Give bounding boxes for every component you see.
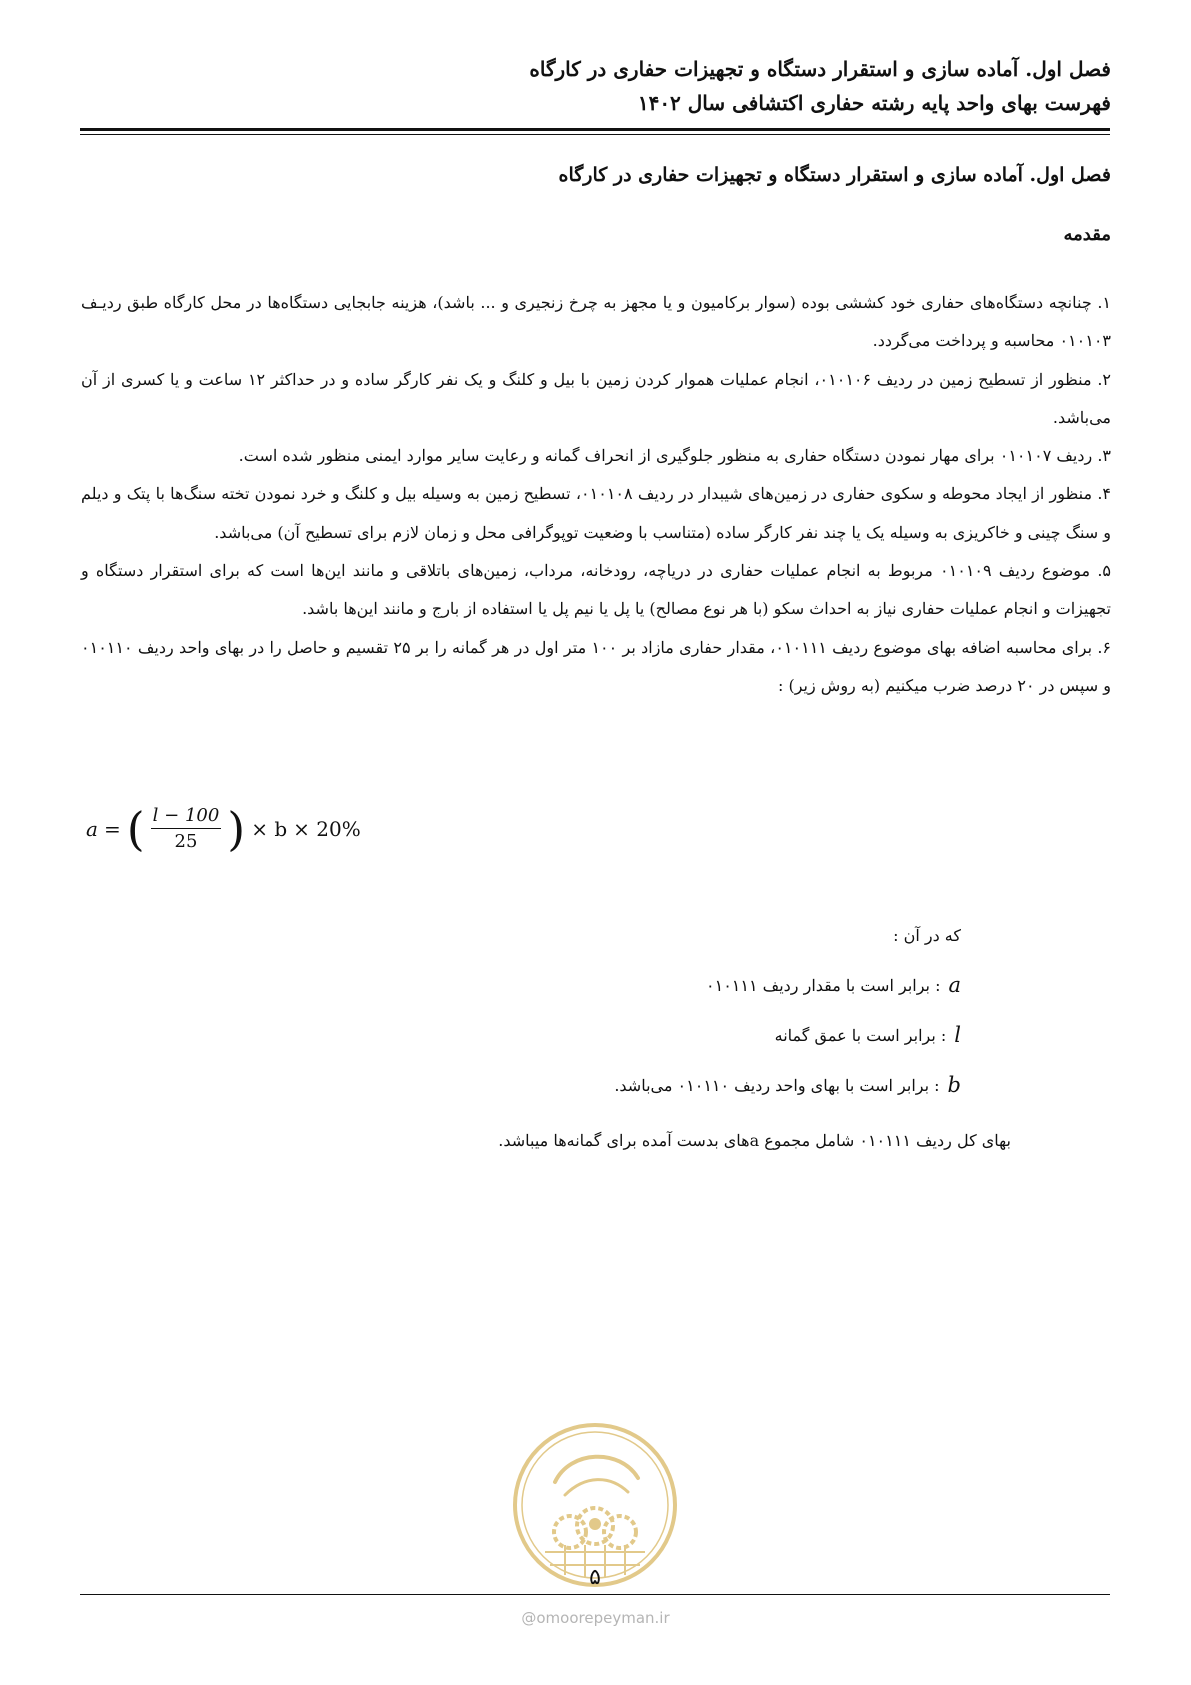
- formula: [86, 801, 361, 856]
- definition-symbol: l: [954, 1023, 961, 1047]
- definition-symbol: a: [948, 973, 961, 997]
- formula-fraction: [151, 805, 222, 852]
- introduction-heading: مقدمه: [1063, 224, 1111, 245]
- formula-definitions: [261, 910, 961, 1110]
- definition-l: [261, 1010, 961, 1060]
- formula-times-b: × b: [251, 816, 288, 841]
- paragraph-5: ۵. موضوع ردیف ۰۱۰۱۰۹ مربوط به انجام عملیات حفاری در دریاچه، رودخانه، مرداب، زمین‌های باتلاقی و مانند این‌ها است که برای استقرار دستگاه و تجهیزات و انجام عملیات حفاری نیاز به احداث سکو (با هر نوع مصالح) یا پل یا نیم پل یا استفاده از بارج و مانند این‌ها باشد.: [81, 561, 1111, 619]
- paragraph-2: ۲. منظور از تسطیح زمین در ردیف ۰۱۰۱۰۶، انجام عملیات هموار کردن زمین با بیل و کلنگ و یک نفر کارگر ساده و در حداکثر ۱۲ ساعت و یا کسری از آن می‌باشد.: [81, 369, 1112, 427]
- paragraph-3: ۳. ردیف ۰۱۰۱۰۷ برای مهار نمودن دستگاه حفاری به منظور جلوگیری از انحراف گمانه و رعایت سایر موارد ایمنی منظور شده است.: [238, 446, 1111, 466]
- header-divider-thin: [80, 134, 1110, 135]
- definition-a: [261, 960, 961, 1010]
- formula-times-percent: × 20%: [293, 816, 361, 841]
- page-number: ۵: [589, 1565, 601, 1590]
- watermark-text: @omoorepeyman.ir: [521, 1609, 670, 1627]
- formula-denominator: 25: [174, 831, 198, 852]
- section-title: فصل اول. آماده سازی و استقرار دستگاه و تجهیزات حفاری در کارگاه: [558, 164, 1111, 186]
- definition-b: [261, 1060, 961, 1110]
- header-document-title: فهرست بهای واحد پایه رشته حفاری اکتشافی سال ۱۴۰۲: [637, 91, 1111, 115]
- paragraph-6: ۶. برای محاسبه اضافه بهای موضوع ردیف ۰۱۰۱۱۱، مقدار حفاری مازاد بر ۱۰۰ متر اول در هر گمانه را بر ۲۵ تقسیم و حاصل را در بهای واحد ردیف ۰۱۰۱۱۰ و سپس در ۲۰ درصد ضرب میکنیم (به روش زیر) :: [81, 637, 1112, 695]
- definition-text: : برابر است با عمق گمانه: [774, 1025, 947, 1045]
- paragraph-4: ۴. منظور از ایجاد محوطه و سکوی حفاری در زمین‌های شیبدار در ردیف ۰۱۰۱۰۸، تسطیح زمین به وسیله بیل و کلنگ و خرد نمودن تخته سنگ‌ها با پتک و دیلم و سنگ چینی و خاکریزی به وسیله یک یا چند نفر کارگر ساده (متناسب با وضعیت توپوگرافی محل و زمان لازم برای تسطیح آن) می‌باشد.: [81, 484, 1111, 542]
- definition-symbol: b: [947, 1073, 961, 1097]
- formula-lhs: a: [86, 816, 98, 841]
- formula-numerator: l − 100: [151, 805, 222, 829]
- definitions-intro: که در آن :: [893, 925, 961, 945]
- page-header: [81, 52, 1111, 120]
- definition-text: : برابر است با مقدار ردیف ۰۱۰۱۱۱: [706, 975, 941, 995]
- summary-text: بهای کل ردیف ۰۱۰۱۱۱ شامل مجموع aهای بدست آمده برای گمانه‌ها میباشد.: [498, 1131, 1011, 1150]
- header-chapter-title: فصل اول. آماده سازی و استقرار دستگاه و تجهیزات حفاری در کارگاه: [529, 57, 1111, 81]
- formula-close-paren: ): [227, 801, 246, 856]
- formula-equals: =: [103, 816, 121, 841]
- header-divider-thick: [80, 128, 1110, 131]
- introduction-body: [81, 284, 1111, 705]
- definition-text: : برابر است با بهای واحد ردیف ۰۱۰۱۱۰ می‌باشد.: [614, 1075, 940, 1095]
- paragraph-1: ۱. چنانچه دستگاه‌های حفاری خود کششی بوده (سوار برکامیون و یا مجهز به چرخ زنجیری و ... باشد)، هزینه جابجایی دستگاه‌ها در محل کارگاه طبق ردیـف ۰۱۰۱۰۳ محاسبه و پرداخت می‌گردد.: [81, 293, 1111, 351]
- footer-divider: [80, 1594, 1110, 1595]
- formula-open-paren: (: [126, 801, 145, 856]
